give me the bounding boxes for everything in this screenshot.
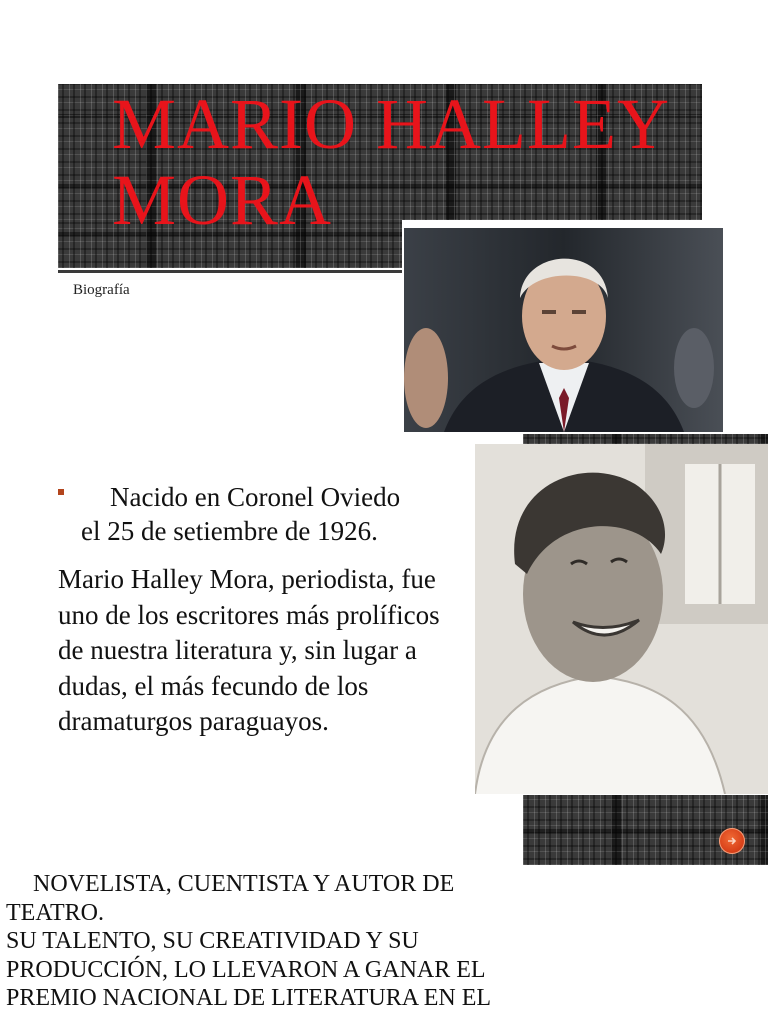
slide-title-line-1: MARIO HALLEY — [112, 84, 670, 164]
circle-arrow-icon — [725, 834, 739, 848]
highlights-line-4: PRODUCCIÓN, LO LLEVARON A GANAR EL — [6, 956, 486, 983]
highlights-line-5: PREMIO NACIONAL DE LITERATURA EN EL — [6, 985, 492, 1012]
slide-subtitle: Biografía — [73, 282, 130, 298]
square-bullet-icon — [58, 489, 64, 495]
slide-title-line-2: MORA — [112, 160, 333, 240]
highlights-line-1: NOVELISTA, CUENTISTA Y AUTOR DE — [33, 871, 455, 897]
highlights-text — [6, 870, 566, 1013]
bullet-text-line-1: Nacido en Coronel Oviedo — [110, 482, 401, 512]
title-underline — [58, 270, 402, 273]
next-slide-button[interactable] — [719, 828, 745, 854]
bullet-text-line-2: el 25 de setiembre de 1926. — [81, 516, 378, 546]
slide-title — [112, 86, 670, 238]
decorative-band — [523, 434, 768, 444]
bullet-marker — [58, 484, 64, 500]
highlights-line-2: TEATRO. — [6, 899, 104, 926]
portrait-photo-older — [404, 228, 723, 432]
biography-paragraph: Mario Halley Mora, periodista, fue uno de los escritores más prolíficos de nuestra literatura y, sin lugar a dudas, el más fecundo de los dramaturgos paraguayos. — [58, 564, 440, 736]
portrait-photo-younger-image — [475, 444, 768, 794]
portrait-photo-younger — [475, 444, 768, 794]
portrait-photo-older-image — [404, 228, 723, 432]
highlights-line-3: SU TALENTO, SU CREATIVIDAD Y SU — [6, 928, 419, 955]
